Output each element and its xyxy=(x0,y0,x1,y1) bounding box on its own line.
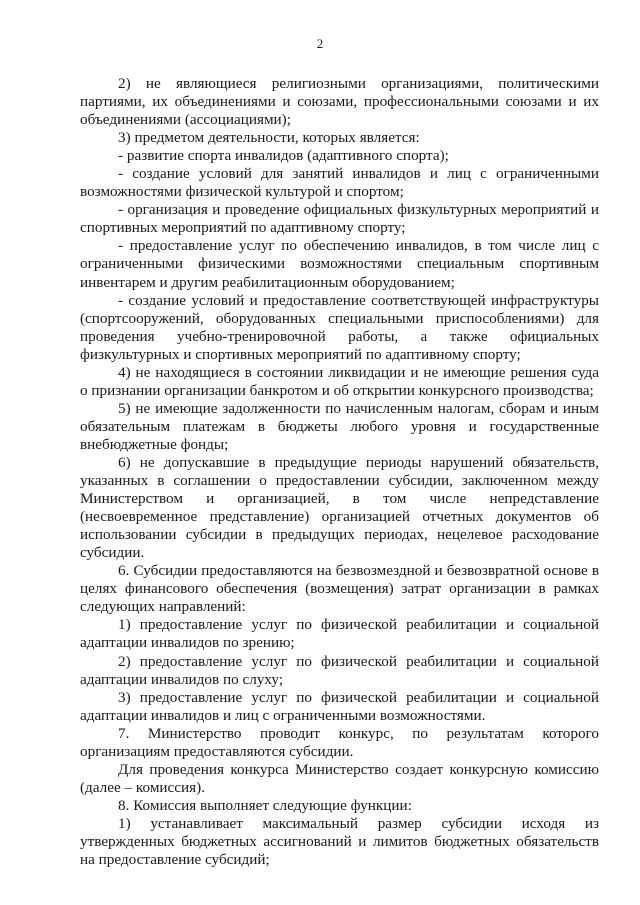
paragraph: - развитие спорта инвалидов (адаптивного спорта); xyxy=(118,147,449,165)
paragraph: 6. Субсидии предоставляются на безвозмездной и безвозвратной основе в целях финансового обеспечения (возмещения) затрат организации в рамках следующих направлений: xyxy=(80,562,599,616)
paragraph: - создание условий для занятий инвалидов и лиц с ограниченными возможностями физической культурой и спортом; xyxy=(80,165,599,201)
paragraph: 5) не имеющие задолженности по начисленным налогам, сборам и иным обязательным платежам в бюджеты любого уровня и государственные внебюджетные фонды; xyxy=(80,399,599,453)
paragraph: 1) устанавливает максимальный размер субсидии исходя из утвержденных бюджетных ассигнований и лимитов бюджетных обязательств на предоставление субсидий; xyxy=(80,814,599,869)
paragraph: 2) не являющиеся религиозными организациями, политическими партиями, их объединениями и союзами, профессиональными союзами и их объединениями (ассоциациями); xyxy=(80,75,599,129)
paragraph: 7. Министерство проводит конкурс, по результатам которого организациям предоставляются субсидии. xyxy=(80,724,599,760)
paragraph: 4) не находящиеся в состоянии ликвидации и не имеющие решения суда о признании организации банкротом и об открытии конкурсного производства; xyxy=(80,363,599,399)
paragraph: - организация и проведение официальных физкультурных мероприятий и спортивных мероприятий по адаптивному спорту; xyxy=(80,201,599,237)
paragraph: Для проведения конкурса Министерство создает конкурсную комиссию (далее – комиссия). xyxy=(80,760,599,796)
page-number: 2 xyxy=(316,36,324,51)
paragraph: 3) предоставление услуг по физической реабилитации и социальной адаптации инвалидов и лиц с ограниченными возможностями. xyxy=(80,688,599,724)
document-body xyxy=(80,75,599,869)
paragraph: 3) предметом деятельности, которых является: xyxy=(118,129,420,147)
paragraph: - предоставление услуг по обеспечению инвалидов, в том числе лиц с ограниченными физическими возможностями специальным спортивным инвентарем и другим реабилитационным оборудованием; xyxy=(80,237,599,291)
paragraph: 6) не допускавшие в предыдущие периоды нарушений обязательств, указанных в соглашении о предоставлении субсидии, заключенном между Министерством и организацией, в том числе непредставление (несвоевременное представление) организацией отчетных документов об использовании субсидии в предыдущих периодах, нецелевое расходование субсидии. xyxy=(80,453,599,562)
paragraph: 2) предоставление услуг по физической реабилитации и социальной адаптации инвалидов по слуху; xyxy=(80,652,599,688)
paragraph: - создание условий и предоставление соответствующей инфраструктуры (спортсооружений, оборудованных специальными приспособлениями) для проведения учебно-тренировочной работы, а также официальных физкультурных и спортивных мероприятий по адаптивному спорту; xyxy=(80,291,599,363)
paragraph: 1) предоставление услуг по физической реабилитации и социальной адаптации инвалидов по зрению; xyxy=(80,616,599,652)
paragraph: 8. Комиссия выполняет следующие функции: xyxy=(118,796,412,814)
